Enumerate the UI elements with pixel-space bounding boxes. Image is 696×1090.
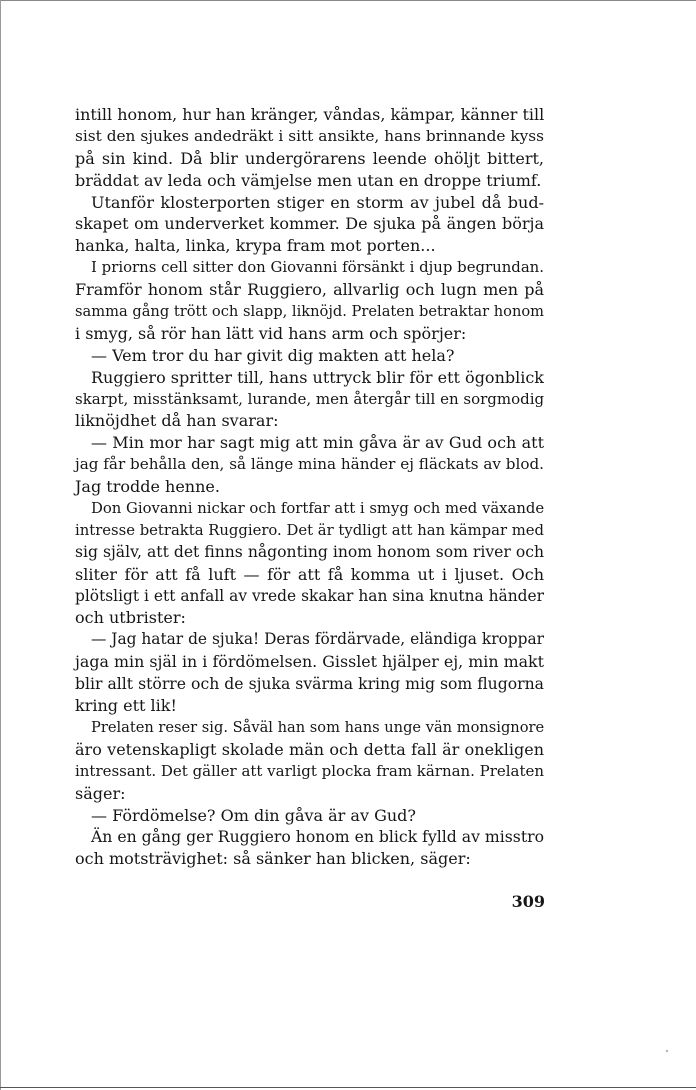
text-line: sliter för att få luft — för att få komma ut i ljuset. Och — [75, 564, 544, 584]
body-text — [75, 104, 544, 870]
page-number: 309 — [511, 892, 545, 911]
text-line: sig själv, att det finns någonting inom honom som river och — [75, 542, 544, 561]
scan-speck — [666, 1050, 669, 1053]
text-line: sist den sjukes andedräkt i sitt ansikte, hans brinnande kyss — [75, 126, 544, 145]
text-line: kring ett lik! — [75, 696, 177, 716]
text-line: — Min mor har sagt mig att min gåva är av Gud och att — [91, 433, 544, 453]
text-line: jaga min själ in i fördömelsen. Gisslet hjälper ej, min makt — [75, 652, 544, 672]
text-line: skapet om underverket kommer. De sjuka på ängen börja — [75, 214, 544, 234]
text-line: äro vetenskapligt skolade män och detta fall är onekligen — [75, 739, 544, 759]
text-line: blir allt större och de sjuka svärma kring mig som flugorna — [75, 674, 544, 694]
text-line: Prelaten reser sig. Såväl han som hans unge vän monsignore — [91, 718, 545, 736]
text-line: — Fördömelse? Om din gåva är av Gud? — [91, 805, 416, 825]
text-line: Framför honom står Ruggiero, allvarlig och lugn men på — [75, 280, 544, 300]
text-line: i smyg, så rör han lätt vid hans arm och spörjer: — [75, 323, 467, 343]
text-line: på sin kind. Då blir undergörarens leende ohöljt bittert, — [75, 148, 544, 168]
text-line: — Jag hatar de sjuka! Deras fördärvade, eländiga kroppar — [91, 630, 544, 649]
bottom-edge-rule — [0, 1087, 696, 1088]
text-line: — Vem tror du har givit dig makten att hela? — [91, 345, 455, 365]
text-line: säger: — [75, 783, 126, 803]
text-line: samma gång trött och slapp, liknöjd. Prelaten betraktar honom — [75, 303, 545, 321]
text-line: Än en gång ger Ruggiero honom en blick fylld av misstro — [91, 827, 544, 847]
text-line: intresse betrakta Ruggiero. Det är tydligt att han kämpar med — [75, 521, 544, 539]
text-line: skarpt, misstänksamt, lurande, men återgår till en sorgmodig — [75, 389, 545, 408]
text-line: och motsträvighet: så sänker han blicken, säger: — [75, 849, 471, 869]
text-line: plötsligt i ett anfall av vrede skakar han sina knutna händer — [75, 586, 544, 605]
left-edge-rule — [0, 0, 1, 1090]
top-edge-rule — [0, 0, 696, 1]
text-line: Don Giovanni nickar och fortfar att i smyg och med växande — [91, 500, 545, 518]
text-line: jag får behålla den, så länge mina händer ej fläckats av blod. — [75, 455, 544, 474]
text-line: Utanför klosterporten stiger en storm av jubel då bud- — [91, 192, 544, 212]
text-line: I priorns cell sitter don Giovanni försänkt i djup begrundan. — [91, 258, 544, 277]
text-line: bräddat av leda och vämjelse men utan en droppe triumf. — [75, 170, 542, 190]
text-line: Jag trodde henne. — [75, 477, 220, 497]
text-line: intill honom, hur han kränger, våndas, kämpar, känner till — [75, 105, 545, 124]
text-line: intressant. Det gäller att varligt plocka fram kärnan. Prelaten — [75, 761, 544, 780]
text-line: Ruggiero spritter till, hans uttryck blir för ett ögonblick — [91, 367, 544, 387]
text-line: hanka, halta, linka, krypa fram mot porten... — [75, 236, 436, 256]
text-line: och utbrister: — [75, 608, 186, 628]
text-line: liknöjdhet då han svarar: — [75, 411, 279, 431]
